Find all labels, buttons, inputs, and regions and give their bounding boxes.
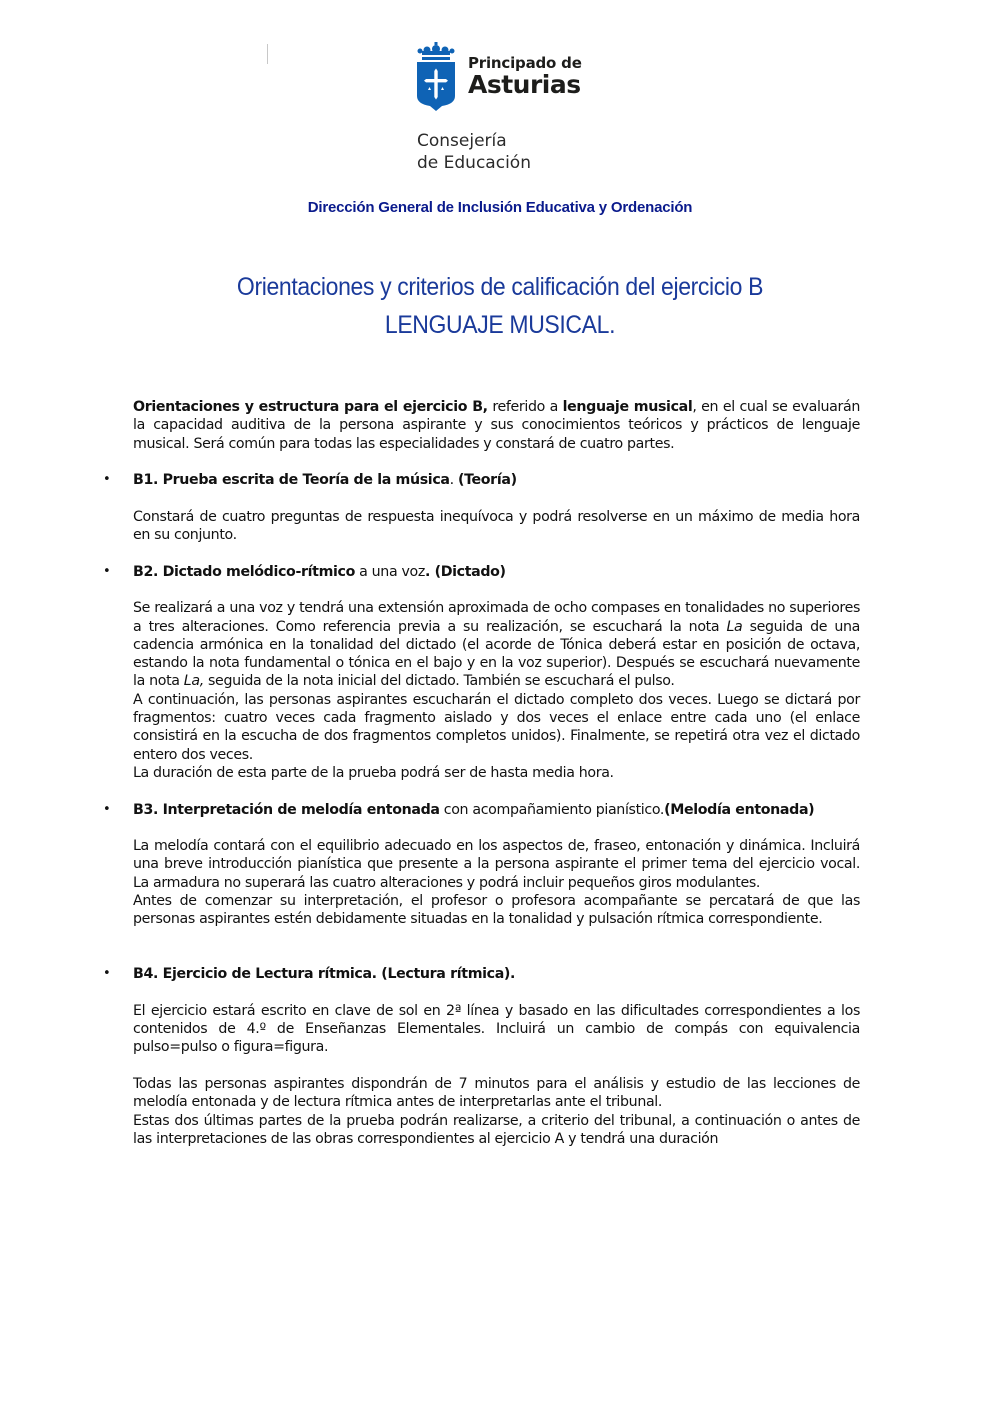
b4-body-1: El ejercicio estará escrito en clave de sol en 2ª línea y basado en las dificultades correspondientes a los contenidos de 4.º de Enseñanzas Elementales. Incluirá un cambio de compás con equivalencia pulso=pulso o figura=figura. <box>133 1002 860 1056</box>
b1-heading-tag: (Teoría) <box>457 472 517 489</box>
title-line2: LENGUAJE MUSICAL. <box>384 311 616 339</box>
document-body <box>103 398 860 1148</box>
b2-body-1a: Se realizará a una voz y tendrá una extensión aproximada de ocho compases en tonalidades no superiores a tres alteraciones. Como referencia previa a su realización, se escuchará la nota <box>133 600 860 635</box>
b2-heading-bold: B2. Dictado melódico-rítmico <box>133 563 355 580</box>
asturias-shield-icon <box>416 40 456 112</box>
intro-text-2: , en el cual se evaluarán la capacidad auditiva de la persona aspirante y sus conocimientos teóricos y prácticos de lenguaje musical. Será común para todas las especialidades y constará de cuatro partes. <box>133 399 860 452</box>
bullet-icon: • <box>103 563 111 579</box>
b3-body-2: Antes de comenzar su interpretación, el profesor o profesora acompañante se percatará de que las personas aspirantes estén debidamente situadas en la tonalidad y pulsación rítmica correspondiente. <box>133 893 860 928</box>
b2-body-1b: seguida de una cadencia armónica en la tonalidad del dictado (el acorde de Tónica deberá estar en posición de octava, estando la nota fundamental o tónica en el bajo y en la voz superior). Después se escuchará nuevamente la nota <box>133 618 860 690</box>
bullet-icon: • <box>103 801 111 817</box>
section-b3-heading <box>103 801 860 819</box>
bullet-icon: • <box>103 472 111 488</box>
consejeria-line1: Consejería <box>417 131 507 151</box>
b2-heading-tag: . (Dictado) <box>424 563 506 580</box>
section-b4-heading <box>103 965 860 983</box>
consejeria-label <box>417 130 531 174</box>
b3-body-1: La melodía contará con el equilibrio adecuado en los aspectos de, fraseo, entonación y dinámica. Incluirá una breve introducción pianística que presente a la persona aspirante el primer tema del ejercicio vocal. La armadura no superará las cuatro alteraciones y podrá incluir pequeños giros modulantes. <box>133 838 860 891</box>
b2-body-1c: seguida de la nota inicial del dictado. También se escuchará el pulso. <box>203 673 675 690</box>
b2-heading-text: a una voz <box>355 563 425 580</box>
margin-rule <box>267 44 268 64</box>
b2-body-italic-la2: La, <box>183 673 204 690</box>
section-b2-heading <box>103 563 860 581</box>
principado-logo <box>416 40 582 112</box>
b4-body-2: Todas las personas aspirantes dispondrán de 7 minutos para el análisis y estudio de las lecciones de melodía entonada y de lectura rítmica antes de interpretarlas ante el tribunal. <box>133 1075 860 1111</box>
intro-text-1: referido a <box>487 399 563 415</box>
b2-body-3: La duración de esta parte de la prueba podrá ser de hasta media hora. <box>133 764 614 781</box>
logo-wordmark <box>468 55 582 98</box>
b2-body-italic-la: La <box>726 618 743 635</box>
bullet-icon: • <box>103 966 111 982</box>
b3-heading-text: con acompañamiento pianístico. <box>439 801 665 818</box>
consejeria-line2: de Educación <box>417 153 531 173</box>
intro-bold-2: lenguaje musical <box>562 399 693 415</box>
direccion-general-heading: Dirección General de Inclusión Educativa y Ordenación <box>307 199 693 216</box>
b3-heading-tag: (Melodía entonada) <box>664 801 815 818</box>
intro-paragraph <box>133 398 860 453</box>
b4-body-3: Estas dos últimas partes de la prueba podrán realizarse, a criterio del tribunal, a continuación o antes de las interpretaciones de las obras correspondientes al ejercicio A y tendrá una duración <box>133 1112 860 1147</box>
b1-heading-bold: B1. Prueba escrita de Teoría de la música <box>133 472 450 489</box>
logo-line-asturias: Asturias <box>468 69 581 99</box>
title-line1: Orientaciones y criterios de calificación del ejercicio B <box>236 273 764 301</box>
section-b1-heading <box>103 471 860 489</box>
document-title <box>40 268 960 344</box>
b1-body: Constará de cuatro preguntas de respuesta inequívoca y podrá resolverse en un máximo de media hora en su conjunto. <box>133 508 860 544</box>
b3-heading-bold: B3. Interpretación de melodía entonada <box>133 801 440 818</box>
b2-body-1 <box>133 599 860 690</box>
b1-heading-text: . <box>449 472 458 489</box>
intro-bold-1: Orientaciones y estructura para el ejercicio B, <box>133 399 488 415</box>
b4-heading-bold: B4. Ejercicio de Lectura rítmica. (Lectura rítmica). <box>133 966 516 983</box>
b2-body-2: A continuación, las personas aspirantes escucharán el dictado completo dos veces. Luego se dictará por fragmentos: cuatro veces cada fragmento aislado y dos veces el enlace entre cada uno (el enlace consistirá en la escucha de dos fragmentos completos unidos). Finalmente, se repetirá otra vez el dictado entero dos veces. <box>133 691 860 763</box>
logo-line-principado: Principado de <box>468 53 582 72</box>
